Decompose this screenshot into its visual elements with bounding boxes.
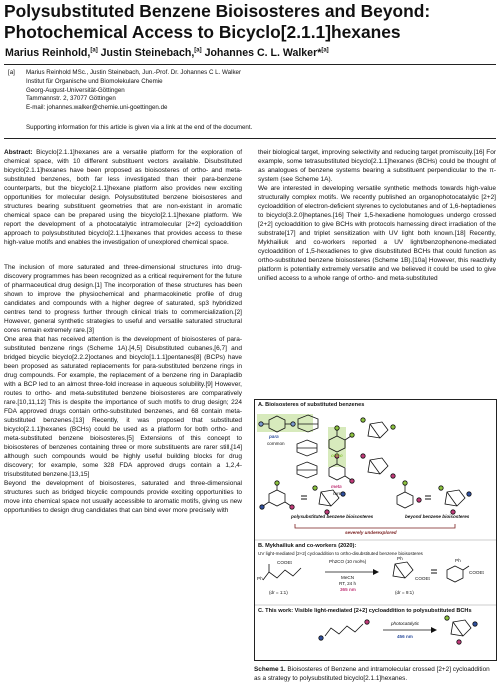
author-list	[5, 47, 329, 59]
left-column	[4, 148, 242, 515]
ph-label: Ph	[257, 576, 263, 581]
underexplored-label: severely underexplored	[345, 530, 397, 535]
intro-paragraph-1: The inclusion of more saturated and three-dimensional structures into drug-discovery programmes has been recognized as a critical requirement for the future of pharmaceutical drug design.[1] The incorporation of these structures has been shown to improve the physiochemical and pharmacokinetic profile of drug candidates and compounds with a higher degree of saturated, sp3 hybridized centres tend to progress further through clinical trials to commercialization.[2] However, general synthetic strategies to useful and versatile saturated structural cores remain extremely rare.[3]	[4, 264, 242, 334]
conditions-wavelength: 365 nm	[340, 587, 356, 592]
scheme-1-figure	[254, 399, 497, 661]
author-1-mark: [a]	[90, 47, 98, 54]
underexplored-bracket	[295, 524, 455, 528]
header-rule	[4, 64, 496, 65]
intro-paragraph-2: One area that has received attention is the development of bioisosteres of para-substituted benzene rings (Scheme 1A).[4,5] Disubstituted cubanes,[6,7] and bridged bicyclic bicyclo[2.2.2]octanes and bicyclo[1.1.1]pentanes[8] (BCPs) have been proposed as saturated replacements for para-substituted benzene rings in drug compounds. For example, the replacement of a benzene ring in Darapladib with a BCP led to an almost three-fold increase in aqueous solubility.[9] However, routes to ortho- and meta-substituted benzene bioisosteres are comparatively rare.[10,11,12] This is despite the importance of such motifs to drug design; 224 FDA approved drugs contain ortho-substituted benzenes, and 68 contain meta-substituted benzenes.[13] Recently, it was proposed that substituted bicyclo[2.1.1]hexanes (BCHs) could be used as a platform for both ortho- and meta-substituted benzene bioisosteres.[5] Extensions of this concept to bioisosteres of benzenes containing three or more substituents are rarer still,[14] although such compounds would be highly useful building blocks for drug discovery; for example, some 328 FDA approved drugs contain a 1,2,4-trisubstituted benzene.[13,15]	[4, 336, 242, 478]
title-line-2: Photochemical Access to Bicyclo[2.1.1]hexanes	[4, 22, 401, 42]
substrate-diene-icon	[263, 564, 301, 580]
polysubstituted-product-icon	[445, 616, 477, 644]
right-paragraph-2: We are interested in developing versatile synthetic methods towards high-value structurally complex motifs. We recently published an organophotocatalytic [2+2] cycloaddition of electron-deficient styrenes to cyclobutanes and of 1,6-heptadienes to bicyclo[3.2.0]heptanes.[16] Their 1,5-hexadiene homologues undergo crossed [2+2] cycloaddition to give BCHs with protocols harnessing direct irradiation of the substrate[17] and triplet sensitization with UV light both known.[18] Recently, Mykhailiuk and co-workers reported a UV light/benzophenone-mediated cycloaddition of 1,5-hexadienes to give disubstituted BCHs that could function as ortho-substituted benzene bioisosteres (Scheme 1B).[10a] However, this reactivity platform is potentially extremely versatile and we believed it could be used to give unified access to a whole range of ortho- and meta-substituted	[258, 185, 496, 282]
conditions-time: RT, 24 h	[339, 581, 357, 586]
conditions-solvent: MeCN	[341, 575, 355, 580]
analogue-coo-et-label: COOEt	[469, 570, 484, 575]
substrate-c-icon	[319, 620, 369, 640]
right-column	[258, 148, 496, 283]
affiliation-rule	[4, 138, 496, 139]
coo-et-label: COOEt	[277, 560, 292, 565]
affiliation-line: Georg-August-Universität-Göttingen	[26, 86, 125, 94]
author-2: Justin Steinebach,	[100, 47, 195, 59]
caption-label: Scheme 1.	[254, 666, 286, 673]
bch-icons	[361, 418, 395, 478]
meta-label: meta	[331, 484, 342, 489]
para-label: para	[269, 434, 279, 439]
product-dr: (dr = 9:1)	[395, 590, 414, 595]
affiliation-block	[26, 69, 466, 113]
affiliation-email: E-mail: johannes.walker@chemie.uni-goettingen.de	[26, 104, 168, 112]
affiliation-label: [a]	[8, 69, 15, 76]
author-3: Johannes C. L. Walker*	[204, 47, 322, 59]
common-label: common	[267, 441, 285, 446]
ortho-label: ortho	[331, 453, 343, 458]
conditions-catalyst: Ph2CO (10 mol%)	[329, 559, 367, 564]
beyond-bch-icon	[439, 486, 471, 514]
right-paragraph-1: their biological target, improving selectivity and reducing target promiscuity.[16] For example, some tetrasubstituted bicyclo[2.1.1]hexanes (BCHs) could be thought of as analogues of benzene systems bearing a substituent perpendicular to the π-system (see Scheme 1A).	[258, 149, 496, 183]
scheme-section-b-subtitle: UV light-mediated [2+2] cycloaddition to ortho-disubstituted benzene bioisosteres	[258, 551, 423, 556]
intro-paragraph-3: Beyond the development of bioisosteres, saturated and three-dimensional structures such as bridged bicyclic compounds provide exciting opportunities to move into chemical space not usually accessible to aromatic motifs, giving us new opportunities to design drug candidates that can bind ever more precisely with	[4, 480, 242, 514]
scheme-caption	[254, 666, 497, 683]
ortho-analogue-icon	[447, 566, 469, 582]
product-ph-label: Ph	[397, 556, 403, 561]
polysubstituted-label: polysubstituted benzene bioisosteres	[291, 514, 374, 519]
photocatalytic-label: photocatalytic	[391, 621, 420, 626]
caption-text: Bioisosteres of Benzene and intramolecular crossed [2+2] cycloaddition as a strategy to polysubstituted bicyclo[2.1.1]hexanes.	[254, 666, 490, 682]
wavelength-label: 456 nm	[397, 634, 413, 639]
product-coo-et-label: COOEt	[415, 576, 430, 581]
abstract-label: Abstract:	[4, 149, 33, 156]
beyond-label: beyond benzene bioisosteres	[405, 514, 470, 519]
abstract-text: Bicyclo[2.1.1]hexanes are a versatile platform for the exploration of chemical space, with 10 different substituent vectors available. Disubstituted bicyclo[2.1.1]hexanes have been proposed as bioisosteres of ortho- and meta-substituted benzenes, both far less investigated than their para-benzene counterparts, but the bicyclo[2.1.1]hexane platform also provides new exciting opportunities for molecular design. Polysubstituted benzene bioisosteres and structures bearing substituent geometries that are non-existant in aromatic chemical space can be prepared using the bicyclo[2.1.1]hexane platform. We report the development of a photocatalytic intramolecular [2+2] cycloaddition approach to polysubstituted bicyclo[2.1.1]hexanes that provides access to these high-value motifs and enables the investigation of unexplored chemical space.	[4, 149, 242, 246]
author-1: Marius Reinhold,	[5, 47, 91, 59]
substrate-dr: (dr = 1:1)	[269, 590, 288, 595]
scheme-section-b-label: B. Mykhailiuk and co-workers (2020):	[258, 543, 357, 549]
affiliation-line: Institut für Organische und Biomolekulare Chemie	[26, 77, 163, 85]
rare-label: rare	[333, 491, 342, 496]
paper-title	[4, 1, 496, 43]
supporting-info-note: Supporting information for this article is given via a link at the end of the document.	[26, 124, 253, 131]
title-line-1: Polysubstituted Benzene Bioisosteres and Beyond:	[4, 1, 431, 21]
analogue-ph-label: Ph	[455, 558, 461, 563]
scheme-section-a-label: A. Bioisosteres of substituted benzenes	[258, 402, 365, 408]
abstract	[4, 148, 242, 247]
polysubstituted-benzene-icon	[260, 481, 294, 509]
scheme-section-c-label: C. This work: Visible light-mediated [2+2] cycloaddition to polysubstituted BCHs	[258, 608, 472, 614]
beyond-benzene-icon	[397, 481, 421, 508]
author-2-mark: [a]	[194, 47, 202, 54]
author-3-mark: [a]	[321, 47, 329, 54]
affiliation-line: Tammannstr. 2, 37077 Göttingen	[26, 95, 116, 103]
affiliation-line: Marius Reinhold MSc., Justin Steinebach, Jun.-Prof. Dr. Johannes C L. Walker	[26, 69, 242, 76]
product-bch-icon	[393, 562, 413, 578]
